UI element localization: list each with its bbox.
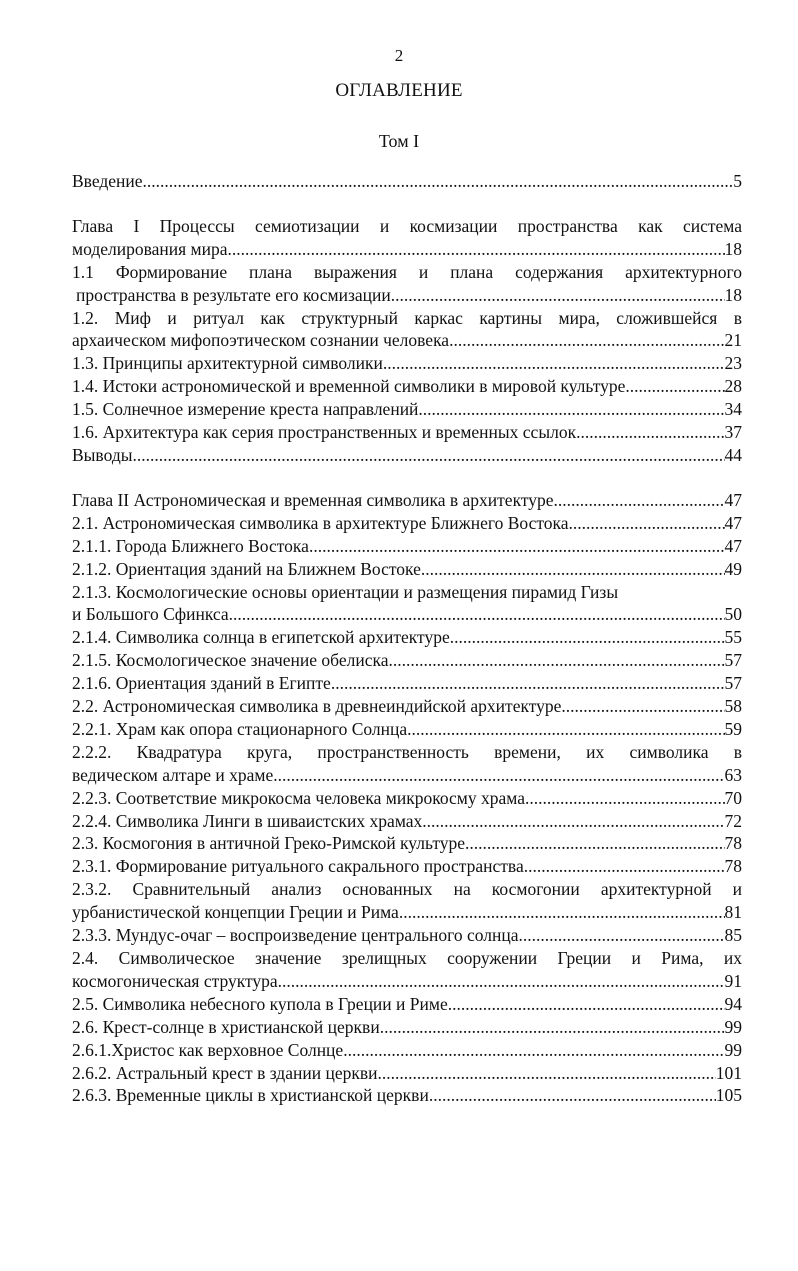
dot-leader (524, 855, 725, 878)
toc-entry-text: 1.4. Истоки астрономической и временной символики в мировой культуре (72, 376, 626, 397)
toc-entry-text: 2.1.3. Космологические основы ориентации и размещения пирамид Гизы (72, 581, 619, 602)
toc-entry-text: космогоническая структура (72, 970, 278, 991)
dot-leader (422, 810, 724, 833)
dot-leader (278, 970, 725, 993)
dot-leader (561, 695, 724, 718)
dot-leader (331, 672, 725, 695)
toc-page-number: 23 (724, 353, 742, 374)
toc-entry-text: пространства в результате его космизации (76, 284, 391, 305)
toc-entry-text: 2.6.2. Астральный крест в здании церкви (72, 1062, 378, 1083)
toc-page-number: 21 (724, 330, 742, 351)
toc-entry-text: 2.3.2. Сравнительный анализ основанных на космогонии архитектурной и (72, 879, 742, 900)
toc-entry-text: 2.1.1. Города Ближнего Востока (72, 535, 309, 556)
toc-entry-text: урбанистической концепции Греции и Рима (72, 902, 399, 923)
toc-entry-text: и Большого Сфинкса (72, 604, 229, 625)
toc-entry-text: 2.6.1.Христос как верховное Солнце (72, 1039, 344, 1060)
dot-leader (309, 535, 725, 558)
toc-page-number: 5 (733, 171, 742, 191)
toc-entry-text: 1.6. Архитектура как серия пространственных и временных ссылок (72, 422, 577, 443)
toc-page-number: 78 (724, 833, 742, 854)
toc-page-number: 94 (724, 993, 742, 1014)
toc-entry (72, 1084, 742, 1107)
toc-page-number: 81 (724, 902, 742, 923)
toc-entry (72, 444, 742, 467)
toc-page-number: 49 (724, 558, 742, 579)
toc-entry (72, 649, 742, 672)
toc-entry (72, 307, 742, 353)
toc-page-number: 91 (724, 970, 742, 991)
dot-leader (388, 649, 724, 672)
dot-leader (421, 558, 725, 581)
toc-entry (72, 672, 742, 695)
table-of-contents (72, 170, 742, 1107)
toc-page-number: 57 (724, 650, 742, 671)
dot-leader (228, 238, 725, 261)
dot-leader (399, 901, 725, 924)
toc-entry-text: 1.2. Миф и ритуал как структурный каркас картины мира, сложившейся в (72, 307, 742, 328)
toc-entry (72, 489, 742, 512)
toc-page-number: 47 (724, 535, 742, 556)
toc-entry (72, 626, 742, 649)
toc-entry (72, 810, 742, 833)
toc-entry (72, 1016, 742, 1039)
toc-entry (72, 878, 742, 924)
dot-leader (391, 284, 725, 307)
toc-entry-text: 2.1. Астрономическая символика в архитектуре Ближнего Востока (72, 512, 569, 533)
toc-entry (72, 1039, 742, 1062)
toc-entry (72, 993, 742, 1016)
toc-entry (72, 261, 742, 307)
toc-entry-text: 2.4. Символическое значение зрелищных сооружении Греции и Рима, их (72, 948, 742, 968)
toc-entry-text: 1.5. Солнечное измерение креста направлений (72, 399, 419, 420)
toc-page-number: 58 (724, 696, 742, 717)
toc-page-number: 44 (724, 444, 742, 465)
toc-entry-text: Введение (72, 171, 143, 191)
toc-page-number: 101 (715, 1062, 742, 1083)
toc-entry-text: 2.2.1. Храм как опора стационарного Солнца (72, 718, 408, 739)
toc-entry (72, 558, 742, 581)
toc-entry (72, 695, 742, 718)
toc-entry (72, 947, 742, 993)
dot-leader (418, 398, 724, 421)
toc-entry (72, 215, 742, 261)
toc-page-number: 59 (724, 718, 742, 739)
toc-entry-text: 2.3. Космогония в античной Греко-Римской культуре (72, 833, 466, 854)
page-number: 2 (394, 46, 404, 65)
toc-entry (72, 1062, 742, 1085)
toc-title: ОГЛАВЛЕНИЕ (335, 80, 463, 101)
dot-leader (465, 832, 724, 855)
toc-entry-text: 2.2.2. Квадратура круга, пространственность времени, их символика в (72, 741, 742, 762)
toc-entry-text: моделирования мира (72, 238, 228, 259)
toc-entry-text: 2.2.3. Соответствие микрокосма человека микрокосму храма (72, 787, 525, 808)
toc-entry (72, 832, 742, 855)
toc-entry (72, 512, 742, 535)
toc-page-number: 105 (715, 1085, 742, 1106)
toc-page-number: 28 (724, 376, 742, 397)
toc-page-number: 47 (724, 512, 742, 533)
toc-page-number: 72 (724, 810, 742, 831)
toc-entry-text: 2.6.3. Временные циклы в христианской церкви (72, 1085, 429, 1106)
dot-leader (380, 1016, 725, 1039)
toc-page-number: 57 (724, 673, 742, 694)
toc-entry (72, 375, 742, 398)
dot-leader (377, 1062, 715, 1085)
toc-entry (72, 170, 742, 193)
dot-leader (554, 489, 725, 512)
toc-page-number: 37 (724, 422, 742, 443)
toc-entry (72, 741, 742, 787)
toc-page-number: 78 (724, 856, 742, 877)
toc-entry (72, 352, 742, 375)
dot-leader (449, 329, 724, 352)
toc-entry-text: Глава I Процессы семиотизации и космизации пространства как система (72, 215, 742, 236)
dot-leader (525, 787, 725, 810)
toc-entry (72, 581, 742, 627)
dot-leader (450, 626, 725, 649)
toc-page-number: 34 (724, 399, 742, 420)
toc-entry-text: 2.2. Астрономическая символика в древнеиндийской архитектуре (72, 696, 562, 717)
toc-entry-text: архаическом мифопоэтическом сознании человека (72, 330, 450, 351)
toc-entry-text: Выводы (72, 444, 133, 465)
toc-entry-text: 2.1.6. Ориентация зданий в Египте (72, 673, 331, 694)
dot-leader (143, 170, 734, 193)
dot-leader (519, 924, 725, 947)
dot-leader (576, 421, 724, 444)
toc-entry-text: Глава II Астрономическая и временная символика в архитектуре (72, 489, 554, 510)
toc-page-number: 63 (724, 764, 742, 785)
dot-leader (229, 603, 725, 626)
dot-leader (132, 444, 724, 467)
dot-leader (429, 1084, 716, 1107)
toc-page-number: 70 (724, 787, 742, 808)
toc-entry-text: 2.1.4. Символика солнца в египетской архитектуре (72, 627, 450, 648)
toc-entry (72, 718, 742, 741)
toc-page-number: 18 (724, 284, 742, 305)
toc-entry (72, 855, 742, 878)
toc-entry-text: 2.3.1. Формирование ритуального сакрального пространства (72, 856, 524, 877)
toc-entry (72, 924, 742, 947)
dot-leader (273, 764, 724, 787)
toc-entry (72, 787, 742, 810)
toc-entry-text: 2.1.5. Космологическое значение обелиска (72, 650, 389, 671)
toc-page-number: 18 (724, 238, 742, 259)
toc-entry (72, 398, 742, 421)
toc-page-number: 99 (724, 1039, 742, 1060)
dot-leader (407, 718, 724, 741)
toc-entry (72, 421, 742, 444)
toc-entry-text: 1.1 Формирование плана выражения и плана содержания архитектурного (72, 261, 742, 282)
toc-page-number: 99 (724, 1016, 742, 1037)
toc-page-number: 50 (724, 604, 742, 625)
dot-leader (343, 1039, 724, 1062)
toc-entry-text: 2.2.4. Символика Линги в шиваистских храмах (72, 810, 423, 831)
toc-entry-text: 2.5. Символика небесного купола в Греции и Риме (72, 993, 448, 1014)
dot-leader (569, 512, 725, 535)
toc-page-number: 55 (724, 627, 742, 648)
toc-page-number: 47 (724, 489, 742, 510)
toc-entry-text: 1.3. Принципы архитектурной символики (72, 353, 383, 374)
volume-title: Том I (378, 131, 420, 151)
toc-entry-text: 2.6. Крест-солнце в христианской церкви (72, 1016, 380, 1037)
toc-entry-text: ведическом алтаре и храме (72, 764, 274, 785)
toc-entry-text: 2.1.2. Ориентация зданий на Ближнем Востоке (72, 558, 421, 579)
dot-leader (625, 375, 724, 398)
toc-entry-text: 2.3.3. Мундус-очаг – воспроизведение центрального солнца (72, 925, 519, 946)
toc-entry (72, 535, 742, 558)
toc-page-number: 85 (724, 925, 742, 946)
dot-leader (448, 993, 725, 1016)
dot-leader (383, 352, 725, 375)
